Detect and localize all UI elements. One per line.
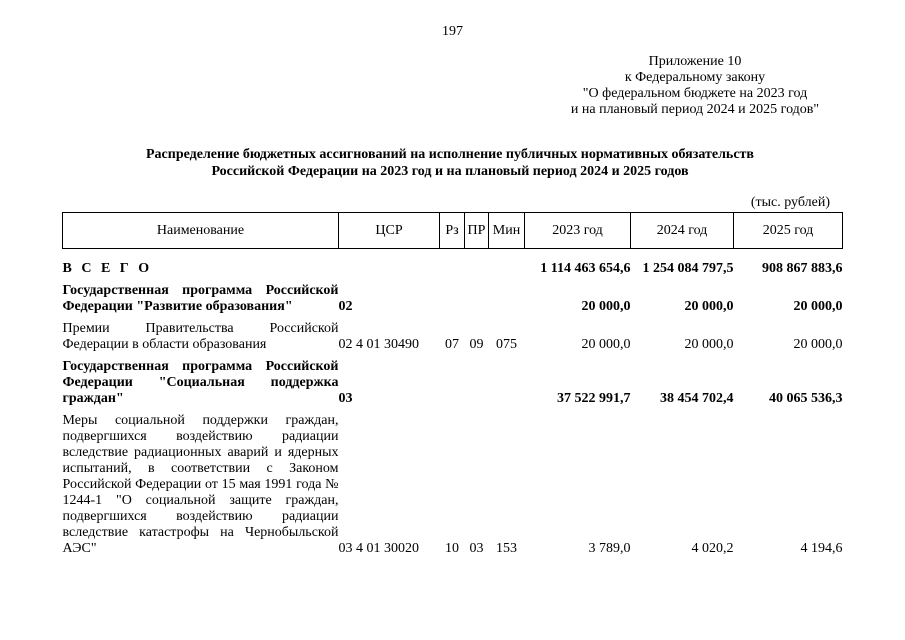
table-row: [63, 315, 843, 353]
row-pr: 09: [469, 336, 484, 352]
row-name: Государственная программа Российской Федерации "Развитие образования": [62, 282, 339, 314]
row-pr: [465, 353, 489, 407]
row-2025: 40 065 536,3: [769, 390, 843, 406]
appendix-line-4: и на плановый период 2024 и 2025 годов": [570, 102, 820, 117]
row-2025: 20 000,0: [793, 336, 843, 352]
header-2024: 2024 год: [631, 213, 734, 249]
row-min: [489, 277, 525, 315]
row-pr: 03: [469, 540, 484, 556]
appendix-line-1: Приложение 10: [648, 54, 742, 69]
row-rz: [440, 277, 465, 315]
page-number: 197: [442, 24, 463, 39]
document-title: [60, 146, 840, 180]
header-name: Наименование: [63, 213, 339, 249]
appendix-line-3: "О федеральном бюджете на 2023 год: [582, 86, 808, 101]
appendix-line-2: к Федеральному закону: [624, 70, 766, 85]
header-rz: Рз: [440, 213, 465, 249]
row-rz: [440, 353, 465, 407]
row-2024: 1 254 084 797,5: [642, 260, 734, 276]
row-min: [489, 353, 525, 407]
row-2024: 20 000,0: [684, 336, 734, 352]
table-row-total: [63, 249, 843, 277]
row-2025: 908 867 883,6: [762, 260, 843, 276]
row-rz: 07: [445, 336, 459, 352]
title-line-1: Распределение бюджетных ассигнований на исполнение публичных нормативных обязательств: [146, 147, 754, 162]
row-rz: 10: [445, 540, 459, 556]
row-name: Государственная программа Российской Федерации "Социальная поддержка граждан": [62, 358, 339, 406]
row-min: [489, 249, 525, 277]
header-2023: 2023 год: [525, 213, 631, 249]
row-min: 075: [496, 336, 517, 352]
row-pr: [465, 277, 489, 315]
table-row: [63, 407, 843, 557]
title-line-2: Российской Федерации на 2023 год и на плановый период 2024 и 2025 годов: [211, 164, 689, 179]
row-csr: 03 4 01 30020: [338, 540, 419, 556]
row-min: 153: [496, 540, 517, 556]
row-pr: [465, 249, 489, 277]
units-label: (тыс. рублей): [750, 195, 830, 210]
table-header-row: [63, 213, 843, 249]
row-2024: 38 454 702,4: [660, 390, 734, 406]
row-2023: 3 789,0: [588, 540, 631, 556]
row-2023: 37 522 991,7: [557, 390, 631, 406]
row-rz: [440, 249, 465, 277]
row-name: В С Е Г О: [62, 260, 153, 276]
row-csr: 02 4 01 30490: [338, 336, 419, 352]
row-2025: 4 194,6: [800, 540, 843, 556]
row-csr: 03: [338, 390, 353, 406]
row-2024: 20 000,0: [684, 298, 734, 314]
row-2024: 4 020,2: [691, 540, 734, 556]
header-csr: ЦСР: [339, 213, 440, 249]
header-2025: 2025 год: [734, 213, 843, 249]
header-min: Мин: [489, 213, 525, 249]
row-csr: 02: [338, 298, 353, 314]
table-row: [63, 277, 843, 315]
header-pr: ПР: [465, 213, 489, 249]
budget-table: [62, 212, 843, 557]
row-2023: 1 114 463 654,6: [540, 260, 631, 276]
appendix-header: [520, 54, 870, 118]
row-csr: [339, 249, 440, 277]
row-name: Премии Правительства Российской Федерации в области образования: [62, 320, 339, 352]
row-2023: 20 000,0: [581, 336, 631, 352]
row-2025: 20 000,0: [793, 298, 843, 314]
row-2023: 20 000,0: [581, 298, 631, 314]
row-name: Меры социальной поддержки граждан, подвергшихся воздействию радиации вследствие радиационных аварий и ядерных испытаний, в соответствии с Законом Российской Федерации от 15 мая 1991 года № 1244-1 "О социальной защите граждан, подвергшихся воздействию радиации вследствие катастрофы на Чернобыльской АЭС": [62, 412, 339, 556]
table-row: [63, 353, 843, 407]
